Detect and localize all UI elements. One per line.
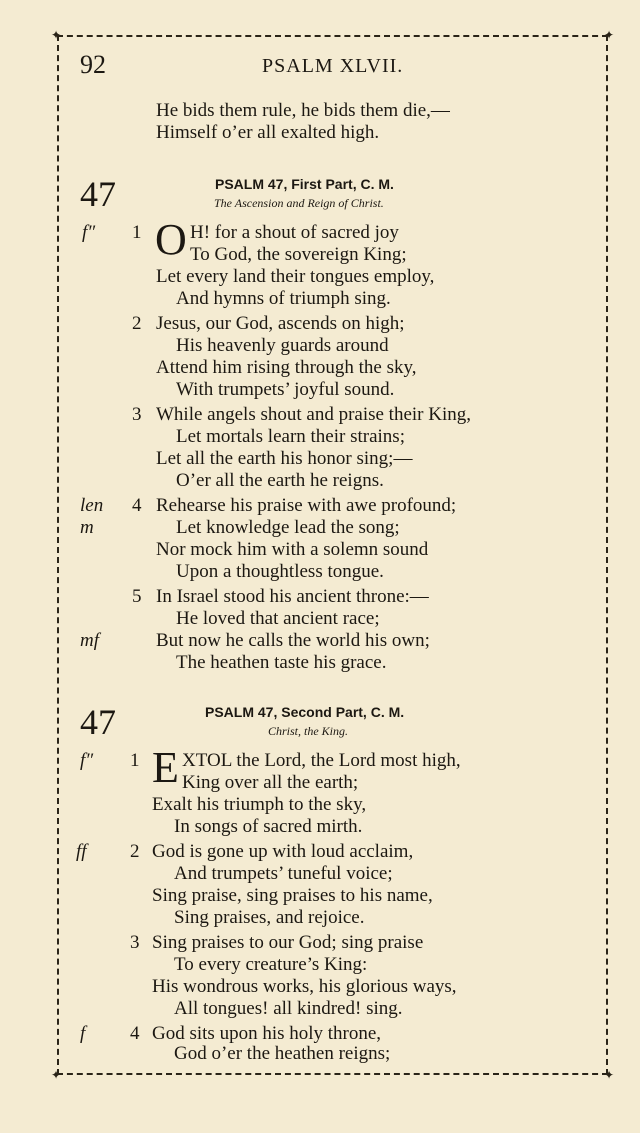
- verse-number: 3: [132, 404, 142, 425]
- psalm-subtitle: The Ascension and Reign of Christ.: [214, 196, 384, 210]
- verse-line: To every creature’s King:: [174, 954, 368, 975]
- page-border: ✦ ✦ ✦ ✦: [51, 28, 614, 1082]
- dynamic-marking: m: [80, 517, 94, 538]
- verse-line: H! for a shout of sacred joy: [190, 222, 399, 243]
- dynamic-marking: ff: [76, 841, 87, 862]
- psalm-title: PSALM 47, First Part, C. M.: [215, 176, 394, 192]
- verse-number: 4: [132, 495, 142, 516]
- running-title: PSALM XLVII.: [262, 55, 404, 77]
- verse-line: King over all the earth;: [182, 772, 359, 793]
- verse-line: His wondrous works, his glorious ways,: [152, 976, 457, 997]
- verse-line: He loved that ancient race;: [176, 608, 380, 629]
- verse-line: God o’er the heathen reigns;: [174, 1043, 391, 1064]
- verse-line: To God, the sovereign King;: [190, 244, 407, 265]
- verse-number: 1: [132, 222, 142, 243]
- verse-line: Sing praise, sing praises to his name,: [152, 885, 433, 906]
- verse-line: Let every land their tongues employ,: [156, 266, 435, 287]
- psalm-number: 47: [80, 702, 116, 742]
- psalm-subtitle: Christ, the King.: [268, 724, 349, 738]
- verse-line: Rehearse his praise with awe profound;: [156, 495, 457, 516]
- verse-line: Let all the earth his honor sing;—: [156, 448, 413, 469]
- verse-number: 5: [132, 586, 142, 607]
- verse-line: Attend him rising through the sky,: [156, 357, 417, 378]
- verse-number: 2: [132, 313, 142, 334]
- page-number: 92: [80, 50, 106, 79]
- verse-line: Jesus, our God, ascends on high;: [156, 313, 405, 334]
- verse-line: XTOL the Lord, the Lord most high,: [182, 750, 461, 771]
- dynamic-marking: f″: [82, 222, 96, 243]
- verse-number: 2: [130, 841, 140, 862]
- drop-cap: E: [152, 743, 179, 792]
- verse-line: God is gone up with loud acclaim,: [152, 841, 414, 862]
- verse-line: While angels shout and praise their King,: [156, 404, 472, 425]
- verse-line: His heavenly guards around: [176, 335, 389, 356]
- drop-cap: O: [155, 215, 187, 264]
- verse-line: Let mortals learn their strains;: [176, 426, 405, 447]
- verse-line: And trumpets’ tuneful voice;: [174, 863, 393, 884]
- verse-line: Exalt his triumph to the sky,: [152, 794, 367, 815]
- dynamic-marking: len: [80, 495, 104, 516]
- verse-line: Nor mock him with a solemn sound: [156, 539, 429, 560]
- verse-line: In songs of sacred mirth.: [174, 816, 363, 837]
- psalm-number: 47: [80, 174, 116, 214]
- dynamic-marking: f″: [80, 750, 94, 771]
- verse-line: But now he calls the world his own;: [156, 630, 430, 651]
- psalm-title: PSALM 47, Second Part, C. M.: [205, 704, 405, 720]
- verse-line: Sing praises, and rejoice.: [174, 907, 365, 928]
- verse-number: 1: [130, 750, 140, 771]
- verse-line: The heathen taste his grace.: [176, 652, 387, 673]
- verse-line: Sing praises to our God; sing praise: [152, 932, 424, 953]
- verse-number: 4: [130, 1023, 140, 1044]
- verse-line: God sits upon his holy throne,: [152, 1023, 382, 1044]
- verse-line: All tongues! all kindred! sing.: [174, 998, 403, 1019]
- verse-number: 3: [130, 932, 140, 953]
- verse-line: Upon a thoughtless tongue.: [176, 561, 384, 582]
- verse-line: Let knowledge lead the song;: [176, 517, 400, 538]
- dynamic-marking: mf: [80, 630, 99, 651]
- dynamic-marking: f: [80, 1023, 86, 1044]
- verse-line: With trumpets’ joyful sound.: [176, 379, 395, 400]
- intro-line-2: Himself o’er all exalted high.: [156, 122, 380, 143]
- verse-line: O’er all the earth he reigns.: [176, 470, 384, 491]
- verse-line: In Israel stood his ancient throne:—: [156, 586, 429, 607]
- intro-line-1: He bids them rule, he bids them die,—: [156, 100, 450, 121]
- verse-line: And hymns of triumph sing.: [176, 288, 391, 309]
